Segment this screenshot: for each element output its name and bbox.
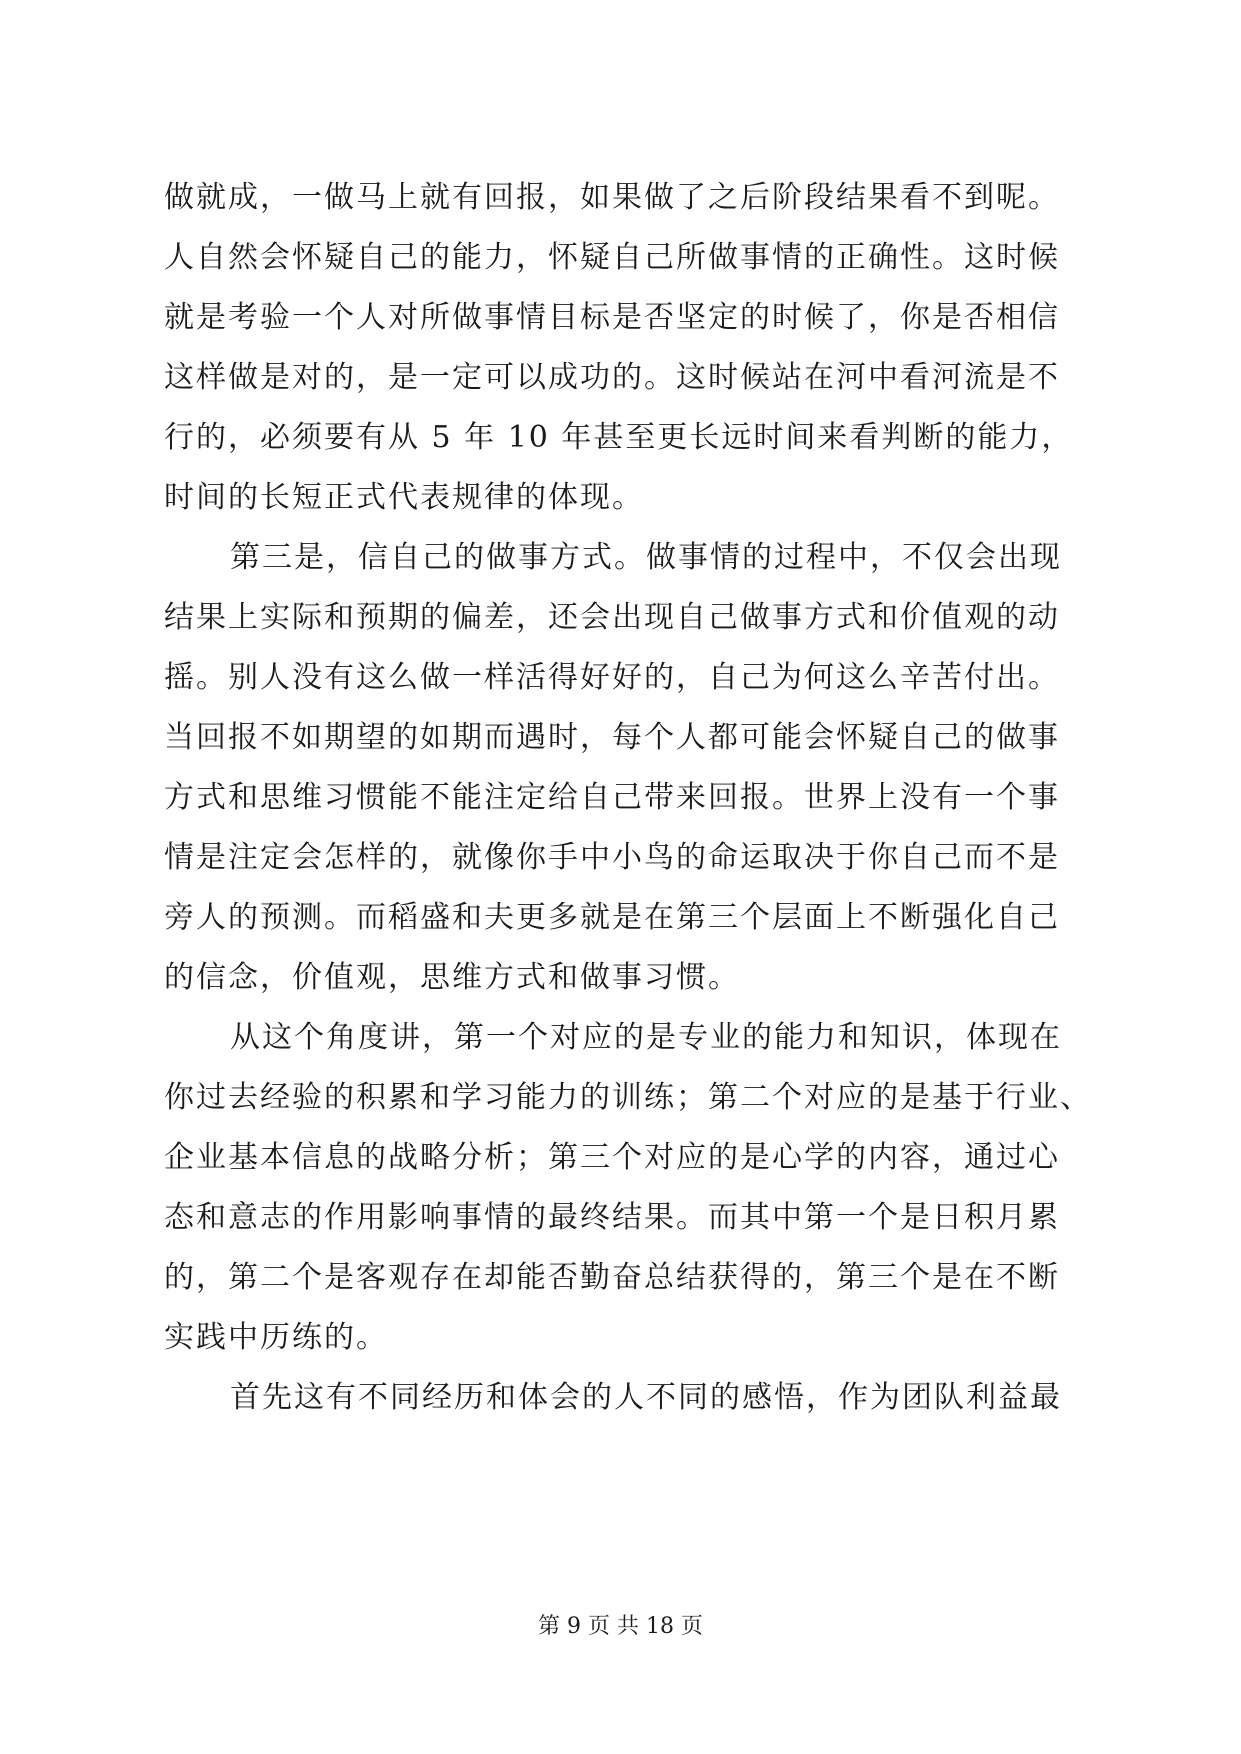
text-line: 行的，必须要有从 5 年 10 年甚至更长远时间来看判断的能力，	[164, 420, 1074, 455]
text-line: 企业基本信息的战略分析；第三个对应的是心学的内容，通过心	[164, 1140, 1060, 1175]
text-line: 首先这有不同经历和体会的人不同的感悟，作为团队利益最	[230, 1380, 1062, 1415]
text-line: 从这个角度讲，第一个对应的是专业的能力和知识，体现在	[230, 1020, 1062, 1055]
text-line: 的信念，价值观，思维方式和做事习惯。	[164, 960, 740, 995]
text-line: 人自然会怀疑自己的能力，怀疑自己所做事情的正确性。这时候	[164, 240, 1060, 275]
text-line: 你过去经验的积累和学习能力的训练；第二个对应的是基于行业、	[164, 1080, 1092, 1115]
text-line: 当回报不如期望的如期而遇时，每个人都可能会怀疑自己的做事	[164, 720, 1060, 755]
text-line: 就是考验一个人对所做事情目标是否坚定的时候了，你是否相信	[164, 300, 1060, 335]
text-line: 做就成，一做马上就有回报，如果做了之后阶段结果看不到呢。	[164, 180, 1060, 215]
text-line: 旁人的预测。而稻盛和夫更多就是在第三个层面上不断强化自己	[164, 900, 1060, 935]
text-line: 摇。别人没有这么做一样活得好好的，自己为何这么辛苦付出。	[164, 660, 1060, 695]
text-line: 的，第二个是客观存在却能否勤奋总结获得的，第三个是在不断	[164, 1260, 1060, 1295]
text-line: 这样做是对的，是一定可以成功的。这时候站在河中看河流是不	[164, 360, 1060, 395]
text-line: 第三是，信自己的做事方式。做事情的过程中，不仅会出现	[230, 540, 1062, 575]
text-line: 结果上实际和预期的偏差，还会出现自己做事方式和价值观的动	[164, 600, 1060, 635]
text-line: 情是注定会怎样的，就像你手中小鸟的命运取决于你自己而不是	[164, 840, 1060, 875]
text-line: 实践中历练的。	[164, 1320, 388, 1355]
text-line: 方式和思维习惯能不能注定给自己带来回报。世界上没有一个事	[164, 780, 1060, 815]
text-line: 时间的长短正式代表规律的体现。	[164, 480, 644, 515]
text-line: 态和意志的作用影响事情的最终结果。而其中第一个是日积月累	[164, 1200, 1060, 1235]
document-body	[164, 168, 1092, 1428]
page-footer: 第 9 页 共 18 页	[538, 1614, 703, 1639]
